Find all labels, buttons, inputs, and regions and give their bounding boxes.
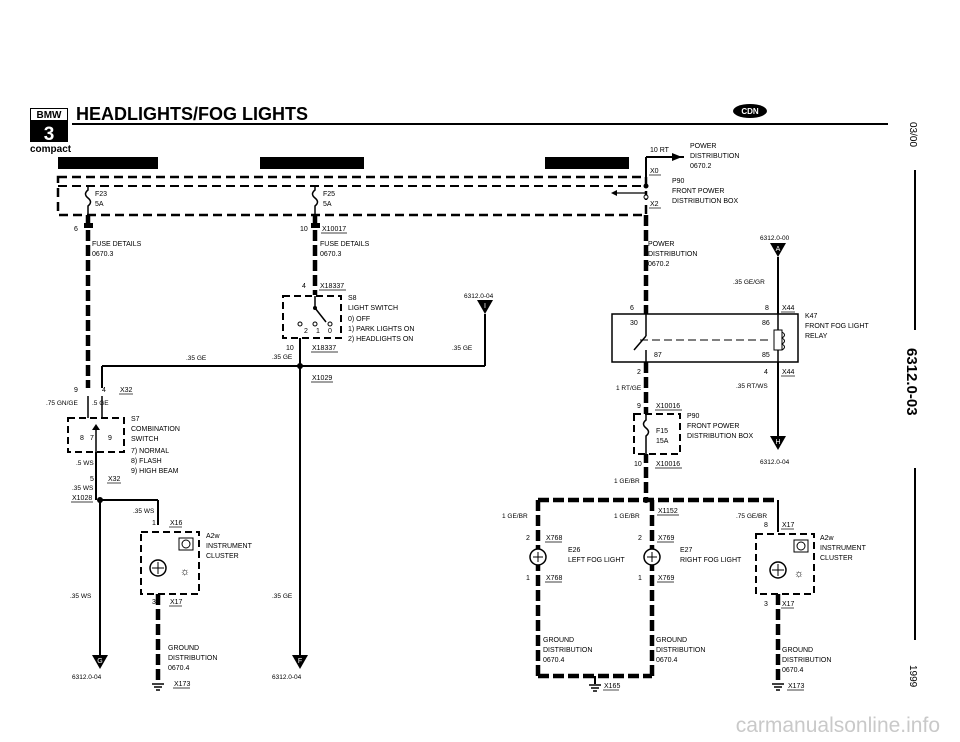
pin-4-label: 4 bbox=[102, 387, 106, 394]
pin-8-k47: 8 bbox=[765, 305, 769, 312]
pin-6-label: 6 bbox=[74, 226, 78, 233]
fuse-f23-symbol bbox=[86, 186, 91, 214]
a2w-right-line1: INSTRUMENT bbox=[820, 545, 866, 552]
conn-x18337-top: X18337 bbox=[320, 283, 345, 290]
conn-x0: X0 bbox=[650, 168, 659, 175]
power-dist-line1: POWER bbox=[690, 143, 717, 150]
wire-label-35rtws: .35 RT/WS bbox=[736, 383, 768, 390]
s8-desc: LIGHT SWITCH bbox=[348, 305, 399, 312]
ground-right-line2: DISTRIBUTION bbox=[782, 657, 832, 664]
conn-x16: X16 bbox=[170, 520, 183, 527]
power-dist2-ref: 0670.2 bbox=[648, 261, 670, 268]
a2w-left-name: A2w bbox=[206, 533, 220, 540]
conn-x173-left: X173 bbox=[174, 681, 191, 688]
k47-pin-86: 86 bbox=[762, 320, 770, 327]
hot-all-times-arrow bbox=[611, 190, 617, 196]
wire-label-35ws-3: .35 WS bbox=[133, 508, 155, 515]
a2w-right-line2: CLUSTER bbox=[820, 555, 853, 562]
splice-x1029 bbox=[297, 363, 303, 369]
wire-label-35ge-down: .35 GE bbox=[272, 593, 293, 600]
conn-x165: X165 bbox=[604, 683, 621, 690]
conn-x18337-bottom: X18337 bbox=[312, 345, 337, 352]
k47-coil bbox=[774, 330, 782, 350]
arrow-h-letter: H bbox=[775, 439, 781, 446]
fuse-details-mid-2: 0670.3 bbox=[320, 251, 342, 258]
fuse-f23-name: F23 bbox=[95, 191, 108, 198]
ground-right-line1: GROUND bbox=[782, 647, 814, 654]
k47-line2: RELAY bbox=[805, 333, 828, 340]
e27-desc: RIGHT FOG LIGHT bbox=[680, 557, 742, 564]
k47-line1: FRONT FOG LIGHT bbox=[805, 323, 869, 330]
s8-pos-2: 2 bbox=[304, 328, 308, 335]
pin-10-f15: 10 bbox=[634, 461, 642, 468]
pin-4-k47: 4 bbox=[764, 369, 768, 376]
ground-symbol-x165 bbox=[589, 685, 601, 691]
model-variant: compact bbox=[30, 144, 72, 155]
ground-symbol-right bbox=[772, 684, 784, 690]
conn-x1152: X1152 bbox=[658, 508, 678, 515]
e27-name: E27 bbox=[680, 547, 693, 554]
wire-label-1gebr-2: 1 GE/BR bbox=[502, 513, 528, 520]
fuse-f15-rating: 15A bbox=[656, 438, 669, 445]
cdn-badge-text: CDN bbox=[741, 107, 759, 116]
k47-name: K47 bbox=[805, 313, 818, 320]
a2w-left-line2: CLUSTER bbox=[206, 553, 239, 560]
s8-name: S8 bbox=[348, 295, 357, 302]
wire-label-35ge-mid: .35 GE bbox=[272, 354, 293, 361]
ref-i: 6312.0-04 bbox=[464, 293, 494, 300]
ref-g: 6312.0-04 bbox=[72, 674, 102, 681]
fuse-f25-name: F25 bbox=[323, 191, 336, 198]
switch-contact bbox=[644, 195, 648, 199]
power-dist-line2: DISTRIBUTION bbox=[690, 153, 740, 160]
ground-e26-line2: DISTRIBUTION bbox=[543, 647, 593, 654]
k47-pin-85: 85 bbox=[762, 352, 770, 359]
a2w-left-outline bbox=[141, 532, 199, 594]
pin-6-k47: 6 bbox=[630, 305, 634, 312]
ref-a: 6312.0-00 bbox=[760, 235, 790, 242]
ground-e26-line1: GROUND bbox=[543, 637, 575, 644]
wire-label-35ge-right: .35 GE bbox=[452, 345, 473, 352]
ground-e27-line1: GROUND bbox=[656, 637, 688, 644]
model-number: 3 bbox=[43, 124, 55, 145]
s7-line2: SWITCH bbox=[131, 436, 159, 443]
fuse-details-left-1: FUSE DETAILS bbox=[92, 241, 142, 248]
hot-run-start-middle-text: HOT IN RUN AND START bbox=[267, 159, 357, 168]
fuse-box-outline bbox=[58, 177, 646, 215]
fuse-f23-rating: 5A bbox=[95, 201, 104, 208]
fuse-f15-name: F15 bbox=[656, 428, 669, 435]
wire-label-75gebr: .75 GE/BR bbox=[736, 513, 768, 520]
e26-desc: LEFT FOG LIGHT bbox=[568, 557, 625, 564]
wire-label-35ws-2: .35 WS bbox=[70, 593, 92, 600]
arrow-a-letter: A bbox=[775, 246, 781, 253]
brand-label: BMW bbox=[36, 110, 62, 121]
page-title: HEADLIGHTS/FOG LIGHTS bbox=[76, 104, 308, 124]
pin-8-a2w: 8 bbox=[764, 522, 768, 529]
conn-x44-bottom: X44 bbox=[782, 369, 795, 376]
s8-pos-1: 1 bbox=[316, 328, 320, 335]
pin-9-f15: 9 bbox=[637, 403, 641, 410]
conn-x768-bottom: X768 bbox=[546, 575, 563, 582]
ref-h: 6312.0-04 bbox=[760, 459, 790, 466]
s7-opt7: 7) NORMAL bbox=[131, 448, 170, 455]
ground-e27-ref: 0670.4 bbox=[656, 657, 678, 664]
pin-10-s8: 10 bbox=[286, 345, 294, 352]
year-label: 1999 bbox=[907, 665, 918, 688]
s8-light-switch bbox=[283, 296, 341, 338]
ground-left-line2: DISTRIBUTION bbox=[168, 655, 218, 662]
wire-label-1rtge: 1 RT/GE bbox=[616, 385, 642, 392]
p90-top-line2: DISTRIBUTION BOX bbox=[672, 198, 739, 205]
conn-x2: X2 bbox=[650, 201, 659, 208]
s7-line1: COMBINATION bbox=[131, 426, 180, 433]
a2w-right-name: A2w bbox=[820, 535, 834, 542]
ground-left-line1: GROUND bbox=[168, 645, 200, 652]
s8-pos-0: 0 bbox=[328, 328, 332, 335]
conn-x1028: X1028 bbox=[72, 495, 93, 502]
k47-pin-30: 30 bbox=[630, 320, 638, 327]
pin-block-left bbox=[84, 223, 93, 228]
conn-x17-left: X17 bbox=[170, 599, 183, 606]
pin-2-e26: 2 bbox=[526, 535, 530, 542]
s7-name: S7 bbox=[131, 416, 140, 423]
ground-e26-ref: 0670.4 bbox=[543, 657, 565, 664]
pin-5-label: 5 bbox=[90, 476, 94, 483]
hot-all-times-text: HOT AT ALL TIMES bbox=[552, 159, 622, 168]
conn-x10016-top: X10016 bbox=[656, 403, 681, 410]
k47-pin-87: 87 bbox=[654, 352, 662, 359]
conn-x769-bottom: X769 bbox=[658, 575, 675, 582]
conn-x173-right: X173 bbox=[788, 683, 805, 690]
conn-x32-bottom: X32 bbox=[108, 476, 121, 483]
arrow-i-letter: I bbox=[484, 303, 486, 310]
pin-1-e27: 1 bbox=[638, 575, 642, 582]
a2w-left-line1: INSTRUMENT bbox=[206, 543, 252, 550]
fuse-f25-rating: 5A bbox=[323, 201, 332, 208]
wire-label-35gegr: .35 GE/GR bbox=[733, 279, 765, 286]
power-feed-arrow bbox=[672, 153, 682, 161]
p90-top-name: P90 bbox=[672, 178, 685, 185]
pin-4-s8: 4 bbox=[302, 283, 306, 290]
s7-pos-8: 8 bbox=[80, 435, 84, 442]
fog-lamp-icon-left: ☼ bbox=[180, 566, 191, 578]
ground-left-ref: 0670.4 bbox=[168, 665, 190, 672]
p90-f15-line2: DISTRIBUTION BOX bbox=[687, 433, 754, 440]
pin-3-a2w: 3 bbox=[764, 601, 768, 608]
arrow-g-letter: G bbox=[97, 658, 103, 665]
pin-10-label: 10 bbox=[300, 226, 308, 233]
watermark: carmanualsonline.info bbox=[735, 714, 940, 737]
pin-1-e26: 1 bbox=[526, 575, 530, 582]
e26-name: E26 bbox=[568, 547, 581, 554]
wire-label-35ge-left: .35 GE bbox=[186, 355, 207, 362]
pin-1-label: 1 bbox=[152, 520, 156, 527]
conn-x769-top: X769 bbox=[658, 535, 675, 542]
s8-opt0: 0) OFF bbox=[348, 316, 371, 323]
p90-f15-line1: FRONT POWER bbox=[687, 423, 740, 430]
arrow-f-letter: F bbox=[297, 658, 303, 665]
power-feed-wire-label: 10 RT bbox=[650, 147, 669, 154]
fuse-f25-symbol bbox=[313, 186, 318, 214]
ground-e27-line2: DISTRIBUTION bbox=[656, 647, 706, 654]
conn-x768-top: X768 bbox=[546, 535, 563, 542]
ground-symbol-left bbox=[152, 684, 164, 690]
conn-x1029: X1029 bbox=[312, 375, 333, 382]
s7-pos-9: 9 bbox=[108, 435, 112, 442]
page-code: 6312.0-03 bbox=[903, 348, 920, 416]
a2w-right-outline bbox=[756, 534, 814, 594]
pin-3-label: 3 bbox=[152, 599, 156, 606]
bus-junction-right bbox=[644, 184, 649, 189]
power-dist2-line1: POWER bbox=[648, 241, 675, 248]
fog-lamp-icon-right: ☼ bbox=[794, 568, 805, 580]
conn-x10016-bottom: X10016 bbox=[656, 461, 681, 468]
wire-label-35ws-1: .35 WS bbox=[72, 485, 94, 492]
wire-label-1gebr-3: 1 GE/BR bbox=[614, 513, 640, 520]
power-dist2-line2: DISTRIBUTION bbox=[648, 251, 698, 258]
s7-opt9: 9) HIGH BEAM bbox=[131, 468, 179, 475]
fuse-details-mid-1: FUSE DETAILS bbox=[320, 241, 370, 248]
fuse-details-left-2: 0670.3 bbox=[92, 251, 114, 258]
wire-label-5ws: .5 WS bbox=[76, 460, 94, 467]
conn-x10017: X10017 bbox=[322, 226, 347, 233]
s7-pos-7: 7 bbox=[90, 435, 94, 442]
p90-top-line1: FRONT POWER bbox=[672, 188, 725, 195]
ref-f: 6312.0-04 bbox=[272, 674, 302, 681]
wire-label-1gebr-1: 1 GE/BR bbox=[614, 478, 640, 485]
pin-2-k47: 2 bbox=[637, 369, 641, 376]
ground-right-ref: 0670.4 bbox=[782, 667, 804, 674]
conn-x17-bottom-right: X17 bbox=[782, 601, 795, 608]
s8-opt1: 1) PARK LIGHTS ON bbox=[348, 326, 415, 333]
k47-relay bbox=[612, 314, 798, 362]
conn-x17-top-right: X17 bbox=[782, 522, 795, 529]
conn-x44-top: X44 bbox=[782, 305, 795, 312]
hot-run-start-left-text: HOT IN RUN AND START bbox=[63, 159, 153, 168]
pin-9-label: 9 bbox=[74, 387, 78, 394]
wire-label-75gnge: .75 GN/GE bbox=[46, 400, 78, 407]
wire-label-5ge: .5 GE bbox=[92, 400, 109, 407]
s8-opt2: 2) HEADLIGHTS ON bbox=[348, 336, 414, 343]
conn-x32-top: X32 bbox=[120, 387, 133, 394]
p90-f15-name: P90 bbox=[687, 413, 700, 420]
power-dist-ref: 0670.2 bbox=[690, 163, 712, 170]
pin-2-e27: 2 bbox=[638, 535, 642, 542]
date-label: 03/00 bbox=[907, 122, 918, 148]
s7-opt8: 8) FLASH bbox=[131, 458, 162, 465]
